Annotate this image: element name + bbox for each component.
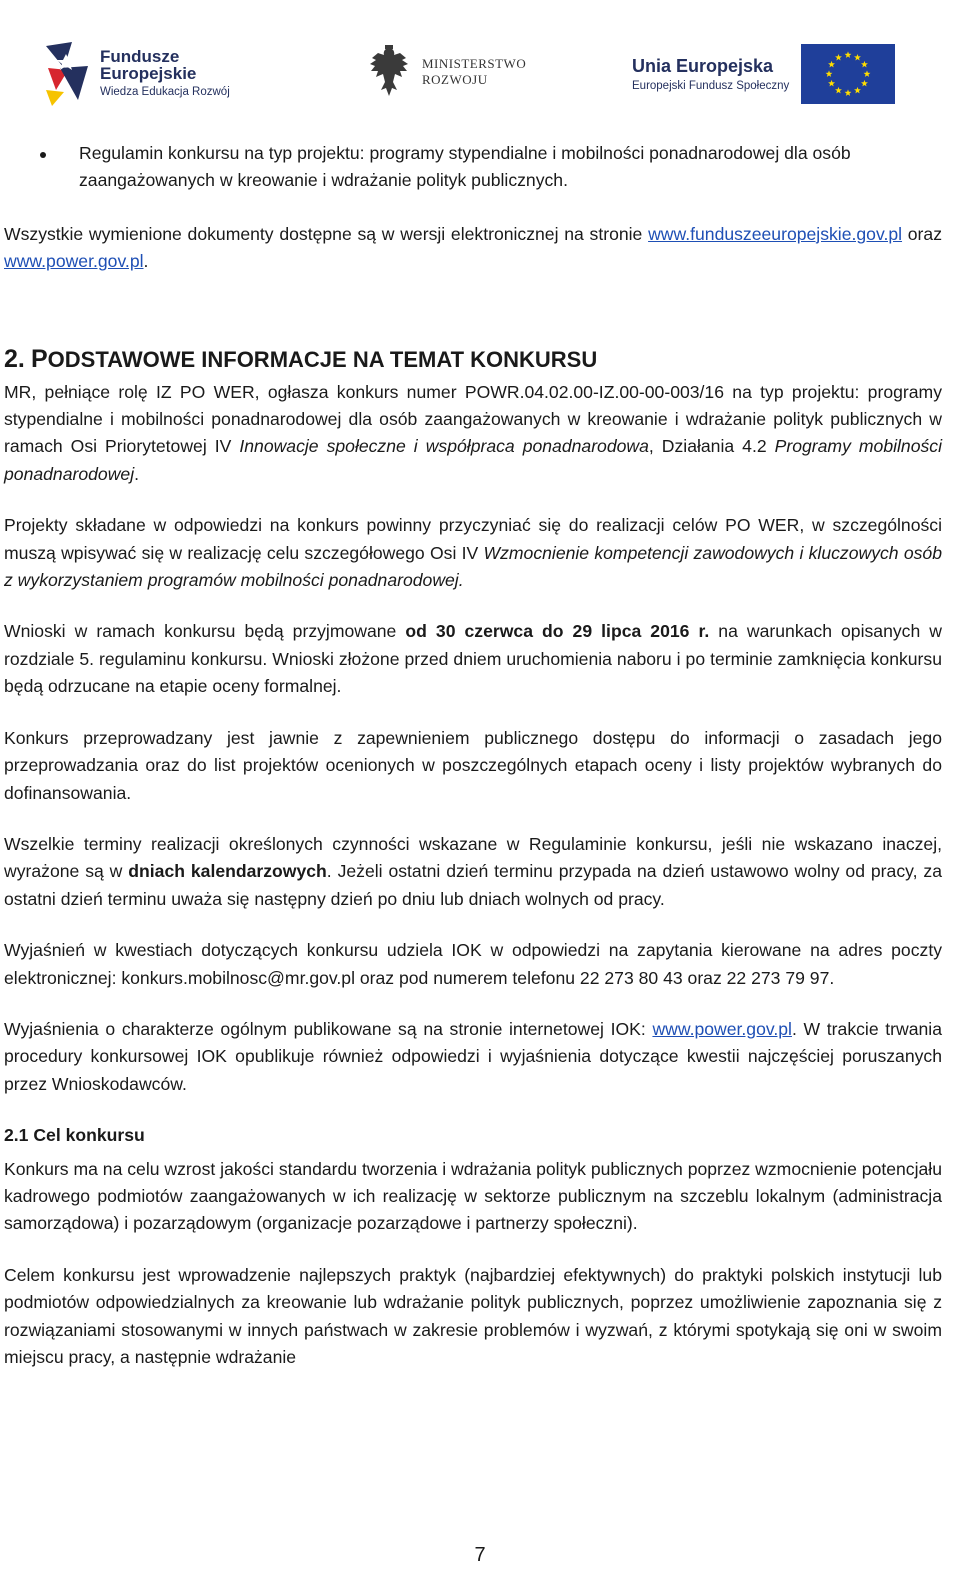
mr-logo-line1: MINISTERSTWO — [422, 56, 527, 72]
bullet-text: Regulamin konkursu na typ projektu: programy stypendialne i mobilności ponadnarodowej dla osób zaangażowanych w kreowanie i wdrażanie polityk publicznych. — [79, 143, 851, 191]
eu-star-icon — [854, 54, 861, 61]
applications-paragraph — [4, 618, 942, 700]
contact-paragraph: Wyjaśnień w kwestiach dotyczących konkursu udziela IOK w odpowiedzi na zapytania kierowane na adres poczty elektronicznej: konkurs.mobilnosc@mr.gov.pl oraz pod numerem telefonu 22 273 80 43 oraz 22 273 79 97. — [4, 940, 942, 988]
goal-paragraph: Konkurs ma na celu wzrost jakości standardu tworzenia i wdrażania polityk publicznych poprzez wzmocnienie potencjału kadrowego podmiotów zaangażowanych w ich realizację w sektorze publicznym na szczeblu lokalnym (administracja samorządowa) i pozarządowym (organizacje pozarządowe i partnerzy społeczni). — [4, 1158, 942, 1234]
wnioski-text1: Wnioski w ramach konkursu będą przyjmowane — [4, 621, 406, 642]
terminy-text2: . Jeżeli ostatni dzień terminu przypada na dzień ustawowo wolny od pracy, za ostatni dzień terminu uważa się następny dzień po dniu lub dniach wolnych od pracy. — [4, 861, 942, 909]
projekty-italic1: Wzmocnienie kompetencji zawodowych i kluczowych osób z wykorzystaniem programów mobilności ponadnarodowej. — [4, 542, 942, 591]
mr-italic2: Programy mobilności ponadnarodowej — [4, 436, 942, 484]
eu-star-icon — [835, 54, 842, 61]
ue-logo-line1: Unia Europejska — [632, 56, 774, 76]
mr-logo-line2: ROZWOJU — [422, 72, 488, 87]
link-funduszeeuropejskie[interactable]: www.funduszeeuropejskie.gov.pl — [648, 223, 903, 244]
page-header — [0, 30, 960, 120]
bullet-icon — [34, 140, 79, 195]
docs-text2: oraz — [902, 223, 942, 244]
eu-flag-icon — [801, 44, 895, 104]
explanations-paragraph — [4, 1016, 942, 1098]
competition-paragraph: Konkurs przeprowadzany jest jawnie z zapewnieniem publicznego dostępu do informacji o zasadach jego przeprowadzania oraz do list projektów ocenionych w poszczególnych etapach oceny i listy projektów wybranych do dofinansowania. — [4, 727, 942, 803]
wyjasnienia-text2: . W trakcie trwania procedury konkursowej IOK opublikuje również odpowiedzi i wyjaśnienia dotyczące kwestii najczęściej poruszanych przez Wnioskodawców. — [4, 1018, 942, 1094]
eu-star-icon — [826, 70, 833, 77]
fe-logo-line3: Wiedza Edukacja Rozwój — [100, 86, 230, 99]
docs-text1: Wszystkie wymienione dokumenty dostępne są w wersji elektronicznej na stronie — [4, 223, 649, 244]
eu-star-icon — [845, 51, 852, 58]
eu-star-icon — [835, 87, 842, 94]
eu-star-icon — [861, 80, 868, 87]
link-power[interactable]: www.power.gov.pl — [4, 251, 144, 272]
link-power-iok[interactable]: www.power.gov.pl — [652, 1018, 792, 1039]
page-number: 7 — [474, 1544, 486, 1566]
section-2-1-heading: 2.1 Cel konkursu — [4, 1125, 145, 1146]
section-number: 2. — [4, 344, 25, 373]
documents-paragraph — [4, 221, 942, 276]
ministerstwo-rozwoju-logo — [366, 44, 526, 100]
fe-logo-line1: Fundusze — [100, 46, 180, 66]
fundusze-europejskie-logo — [42, 38, 230, 108]
eu-star-icon — [828, 80, 835, 87]
wnioski-text2: na warunkach opisanych w rozdziale 5. regulaminu konkursu. Wnioski złożone przed dniem uruchomienia naboru i po terminie zamknięcia konkursu będą odrzucane na etapie oceny formalnej. — [4, 621, 942, 697]
mr-text3: . — [134, 463, 139, 484]
fe-flag-icon — [42, 38, 92, 108]
projekty-text1: Projekty składane w odpowiedzi na konkurs powinny przyczyniać się do realizacji celów PO WER, w szczególności muszą wpisywać się w realizację celu szczegółowego Osi IV — [4, 515, 942, 563]
list-item — [34, 140, 942, 195]
mr-italic1: Innowacje społeczne i współpraca ponadnarodowa — [239, 436, 649, 457]
eu-star-icon — [861, 61, 868, 68]
eagle-emblem-icon — [366, 44, 412, 100]
document-body — [4, 140, 942, 1371]
unia-europejska-logo — [632, 44, 895, 104]
ue-logo-line2: Europejski Fundusz Społeczny — [632, 80, 790, 92]
fe-logo-line2: Europejskie — [100, 64, 197, 84]
terminy-text1: Wszelkie terminy realizacji określonych czynności wskazane w Regulaminie konkursu, jeśli nie wskazano inaczej, wyrażone są w — [4, 833, 942, 882]
eu-star-icon — [845, 89, 852, 96]
aim-paragraph: Celem konkursu jest wprowadzenie najlepszych praktyk (najbardziej efektywnych) do praktyki polskich instytucji lub podmiotów odpowiedzialnych za kreowanie lub wdrażanie polityk publicznych, poprzez umożliwienie zapoznania się z rozwiązaniami stosowanymi w innych państwach w zakresie problemów i wyzwań, z którymi spotykają się oni w swoim miejscu pracy, a następnie wdrażanie — [4, 1264, 942, 1367]
eu-star-icon — [828, 61, 835, 68]
announcement-paragraph — [4, 379, 942, 489]
wnioski-dates: od 30 czerwca do 29 lipca 2016 r. — [405, 621, 710, 642]
section-title-rest: ODSTAWOWE INFORMACJE NA TEMAT KONKURSU — [47, 346, 598, 372]
eu-star-icon — [864, 70, 871, 77]
mr-text2: , Działania 4.2 — [648, 436, 775, 457]
terminy-bold: dniach kalendarzowych — [128, 861, 327, 882]
eu-star-icon — [854, 87, 861, 94]
deadlines-paragraph — [4, 831, 942, 913]
section-2-heading — [4, 344, 942, 375]
section-first-letter: P — [30, 344, 48, 373]
mr-text1: MR, pełniące rolę IZ PO WER, ogłasza konkurs numer POWR.04.02.00-IZ.00-00-003/16 na typ projektu: programy stypendialne i mobilności ponadnarodowej dla osób zaangażowanych w kreowanie i wdrażanie polityk publicznych w ramach Osi Priorytetowej IV — [4, 381, 942, 457]
wyjasnienia-text1: Wyjaśnienia o charakterze ogólnym publikowane są na stronie internetowej IOK: — [4, 1018, 653, 1039]
docs-text3: . — [143, 251, 149, 272]
projects-paragraph — [4, 512, 942, 594]
